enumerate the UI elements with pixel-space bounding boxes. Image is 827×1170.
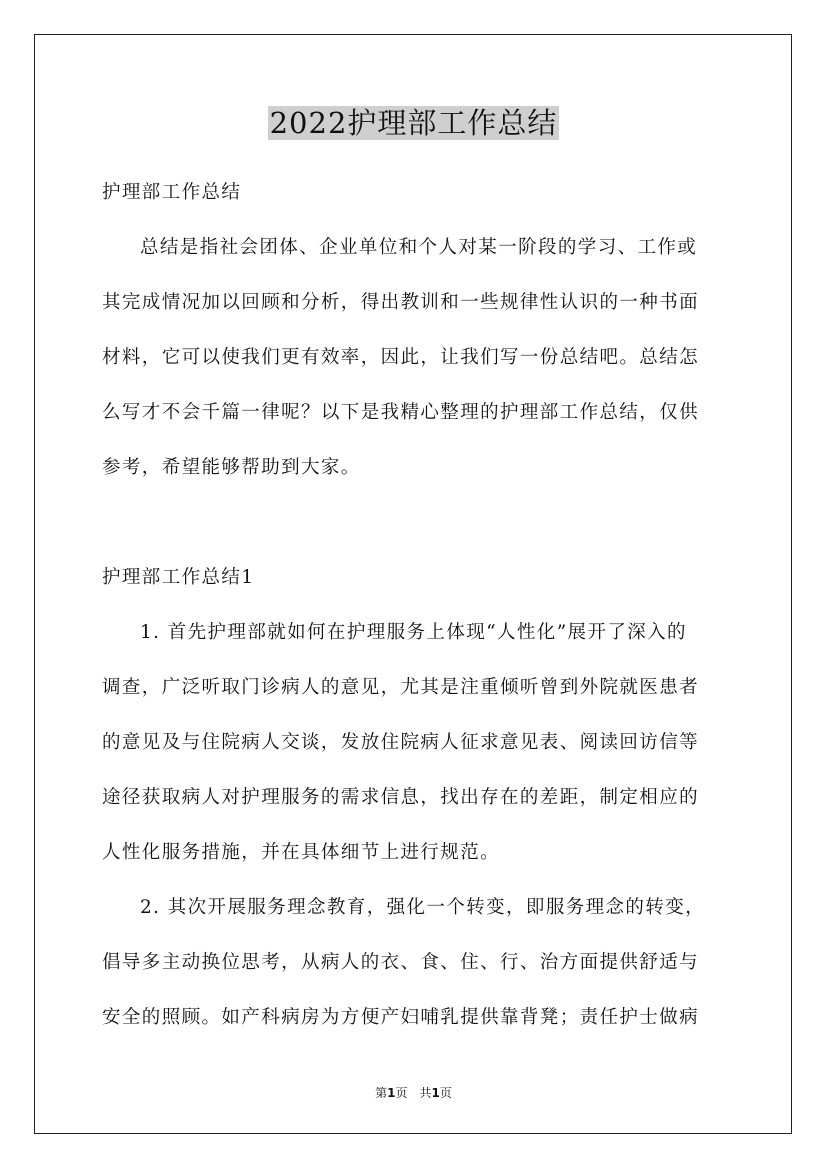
paragraph-line: 么写才不会千篇一律呢？以下是我精心整理的护理部工作总结，仅供 xyxy=(102,402,700,423)
paragraph-line: 2. 其次开展服务理念教育，强化一个转变，即服务理念的转变， xyxy=(140,897,706,918)
paragraph-line: 倡导多主动换位思考，从病人的衣、食、住、行、治方面提供舒适与 xyxy=(102,952,700,973)
paragraph-line: 人性化服务措施，并在具体细节上进行规范。 xyxy=(102,842,501,863)
page-total: 1 xyxy=(431,1086,440,1100)
paragraph-line: 参考，希望能够帮助到大家。 xyxy=(102,457,361,478)
document-title-text: 2022护理部工作总结 xyxy=(269,106,558,140)
page-number-suffix: 页 xyxy=(439,1086,452,1100)
paragraph-line: 途径获取病人对护理服务的需求信息，找出存在的差距，制定相应的 xyxy=(102,787,700,808)
page-footer xyxy=(0,1084,827,1102)
section-heading: 护理部工作总结 xyxy=(102,182,242,203)
document-body xyxy=(102,165,726,1045)
blank-line xyxy=(102,495,726,550)
page-number-prefix: 第 xyxy=(375,1086,388,1100)
paragraph-line: 的意见及与住院病人交谈，发放住院病人征求意见表、阅读回访信等 xyxy=(102,732,700,753)
paragraph-line: 其完成情况加以回顾和分析，得出教训和一些规律性认识的一种书面 xyxy=(102,292,700,313)
page-number-mid: 页 共 xyxy=(395,1086,432,1100)
paragraph-line: 1. 首先护理部就如何在护理服务上体现“人性化”展开了深入的 xyxy=(140,622,687,643)
paragraph-line: 安全的照顾。如产科病房为方便产妇哺乳提供靠背凳；责任护士做病 xyxy=(102,1007,700,1028)
paragraph-line: 总结是指社会团体、企业单位和个人对某一阶段的学习、工作或 xyxy=(140,237,698,258)
paragraph-line: 材料，它可以使我们更有效率，因此，让我们写一份总结吧。总结怎 xyxy=(102,347,700,368)
section-heading: 护理部工作总结1 xyxy=(102,567,255,588)
paragraph-line: 调查，广泛听取门诊病人的意见，尤其是注重倾听曾到外院就医患者 xyxy=(102,677,700,698)
page-number: 1 xyxy=(387,1086,396,1100)
document-title xyxy=(0,103,827,143)
